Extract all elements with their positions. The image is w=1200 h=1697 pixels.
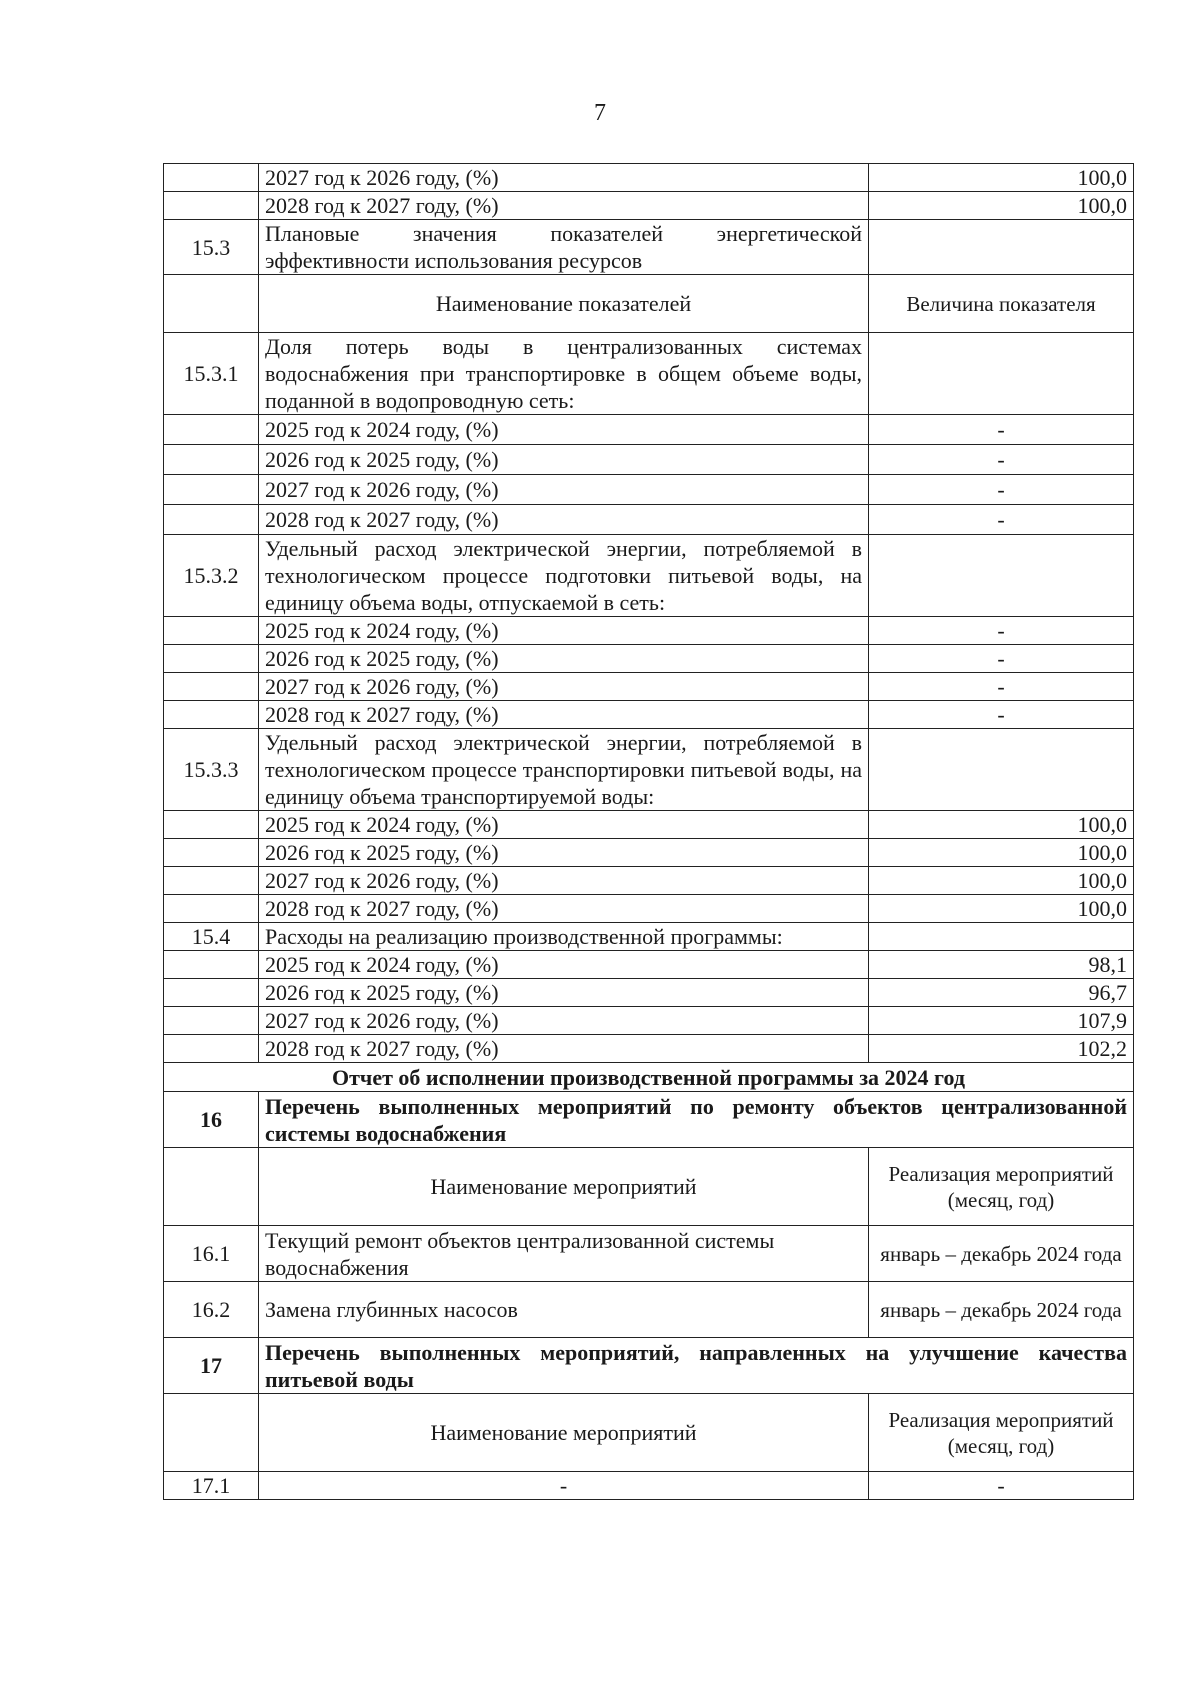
header-row [164,1394,1134,1472]
row-label: Замена глубинных насосов [259,1282,869,1338]
row-number [164,617,259,645]
column-header-name: Наименование мероприятий [259,1394,869,1472]
row-number [164,475,259,505]
section-row-16 [164,1092,1134,1148]
row-label: 2026 год к 2025 году, (%) [259,839,869,867]
row-period: - [869,1472,1134,1500]
empty-cell [869,923,1134,951]
row-label: 2027 год к 2026 году, (%) [259,475,869,505]
section-title: Перечень выполненных мероприятий по ремонту объектов централизованной системы водоснабжения [259,1092,1134,1148]
column-header-name: Наименование мероприятий [259,1148,869,1226]
row-number: 16.1 [164,1226,259,1282]
row-period: январь – декабрь 2024 года [869,1282,1134,1338]
row-number: 16.2 [164,1282,259,1338]
row-number [164,192,259,220]
section-number: 15.4 [164,923,259,951]
section-title: Доля потерь воды в централизованных системах водоснабжения при транспортировке в общем объеме воды, поданной в водопроводную сеть: [259,333,869,415]
row-value: - [869,617,1134,645]
row-label: 2027 год к 2026 году, (%) [259,867,869,895]
table-row [164,673,1134,701]
row-number [164,1007,259,1035]
row-value: 100,0 [869,192,1134,220]
section-number: 15.3.2 [164,535,259,617]
indicators-table [163,163,1134,1500]
table-row [164,1472,1134,1500]
row-label: 2027 год к 2026 году, (%) [259,673,869,701]
row-label: Текущий ремонт объектов централизованной системы водоснабжения [259,1226,869,1282]
table-row [164,164,1134,192]
row-value: - [869,415,1134,445]
row-number [164,415,259,445]
row-label: 2028 год к 2027 году, (%) [259,1035,869,1063]
row-label: 2028 год к 2027 году, (%) [259,505,869,535]
table-row [164,192,1134,220]
row-number [164,979,259,1007]
row-label: 2026 год к 2025 году, (%) [259,445,869,475]
row-value: 96,7 [869,979,1134,1007]
empty-cell [869,729,1134,811]
row-label: 2028 год к 2027 году, (%) [259,895,869,923]
row-value: - [869,475,1134,505]
row-label: 2028 год к 2027 году, (%) [259,192,869,220]
row-value: - [869,701,1134,729]
row-label: 2027 год к 2026 году, (%) [259,1007,869,1035]
section-title: Удельный расход электрической энергии, потребляемой в технологическом процессе транспортировки питьевой воды, на единицу объема транспортируемой воды: [259,729,869,811]
row-number: 17.1 [164,1472,259,1500]
table-row [164,445,1134,475]
row-number [164,673,259,701]
section-row-15-3 [164,220,1134,275]
table-row [164,895,1134,923]
row-value: 100,0 [869,811,1134,839]
column-header-value: Реализация мероприятий (месяц, год) [869,1148,1134,1226]
row-label: 2025 год к 2024 году, (%) [259,415,869,445]
row-number [164,701,259,729]
row-period: январь – декабрь 2024 года [869,1226,1134,1282]
table-row [164,505,1134,535]
header-row [164,1148,1134,1226]
row-value: 100,0 [869,895,1134,923]
row-number [164,445,259,475]
row-label: 2028 год к 2027 году, (%) [259,701,869,729]
row-number [164,951,259,979]
row-label: 2025 год к 2024 году, (%) [259,811,869,839]
table-row [164,1035,1134,1063]
table-row [164,951,1134,979]
row-value: 107,9 [869,1007,1134,1035]
row-number [164,867,259,895]
table-row [164,1226,1134,1282]
table-row [164,1282,1134,1338]
table-row [164,475,1134,505]
row-number [164,1035,259,1063]
table-row [164,617,1134,645]
section-title: Плановые значения показателей энергетической эффективности использования ресурсов [259,220,869,275]
section-number: 15.3 [164,220,259,275]
section-row-15-3-2 [164,535,1134,617]
empty-cell [164,1394,259,1472]
section-number: 17 [164,1338,259,1394]
row-value: 100,0 [869,839,1134,867]
section-row-15-4 [164,923,1134,951]
empty-cell [164,1148,259,1226]
section-title: Удельный расход электрической энергии, потребляемой в технологическом процессе подготовки питьевой воды, на единицу объема воды, отпускаемой в сеть: [259,535,869,617]
row-label: 2026 год к 2025 году, (%) [259,979,869,1007]
row-value: - [869,445,1134,475]
empty-cell [164,275,259,333]
row-label: 2027 год к 2026 году, (%) [259,164,869,192]
row-label: 2025 год к 2024 году, (%) [259,951,869,979]
section-row-15-3-1 [164,333,1134,415]
table-row [164,979,1134,1007]
row-value: - [869,673,1134,701]
row-label: - [259,1472,869,1500]
row-number [164,895,259,923]
table-row [164,415,1134,445]
empty-cell [869,535,1134,617]
row-label: 2025 год к 2024 году, (%) [259,617,869,645]
row-number [164,164,259,192]
table-row [164,645,1134,673]
row-label: 2026 год к 2025 году, (%) [259,645,869,673]
section-number: 15.3.1 [164,333,259,415]
section-title: Расходы на реализацию производственной программы: [259,923,869,951]
row-number [164,645,259,673]
column-header-value: Реализация мероприятий (месяц, год) [869,1394,1134,1472]
section-title: Перечень выполненных мероприятий, направленных на улучшение качества питьевой воды [259,1338,1134,1394]
empty-cell [869,220,1134,275]
column-header-name: Наименование показателей [259,275,869,333]
empty-cell [869,333,1134,415]
row-value: 102,2 [869,1035,1134,1063]
row-value: 100,0 [869,164,1134,192]
report-title: Отчет об исполнении производственной программы за 2024 год [164,1063,1134,1092]
row-value: 100,0 [869,867,1134,895]
row-value: - [869,645,1134,673]
section-row-15-3-3 [164,729,1134,811]
page-number: 7 [594,100,606,126]
table-row [164,701,1134,729]
row-number [164,811,259,839]
row-value: - [869,505,1134,535]
table-row [164,1007,1134,1035]
report-title-row [164,1063,1134,1092]
table-row [164,811,1134,839]
table-row [164,839,1134,867]
row-number [164,839,259,867]
section-number: 15.3.3 [164,729,259,811]
row-value: 98,1 [869,951,1134,979]
table-row [164,867,1134,895]
row-number [164,505,259,535]
header-row [164,275,1134,333]
section-number: 16 [164,1092,259,1148]
column-header-value: Величина показателя [869,275,1134,333]
section-row-17 [164,1338,1134,1394]
